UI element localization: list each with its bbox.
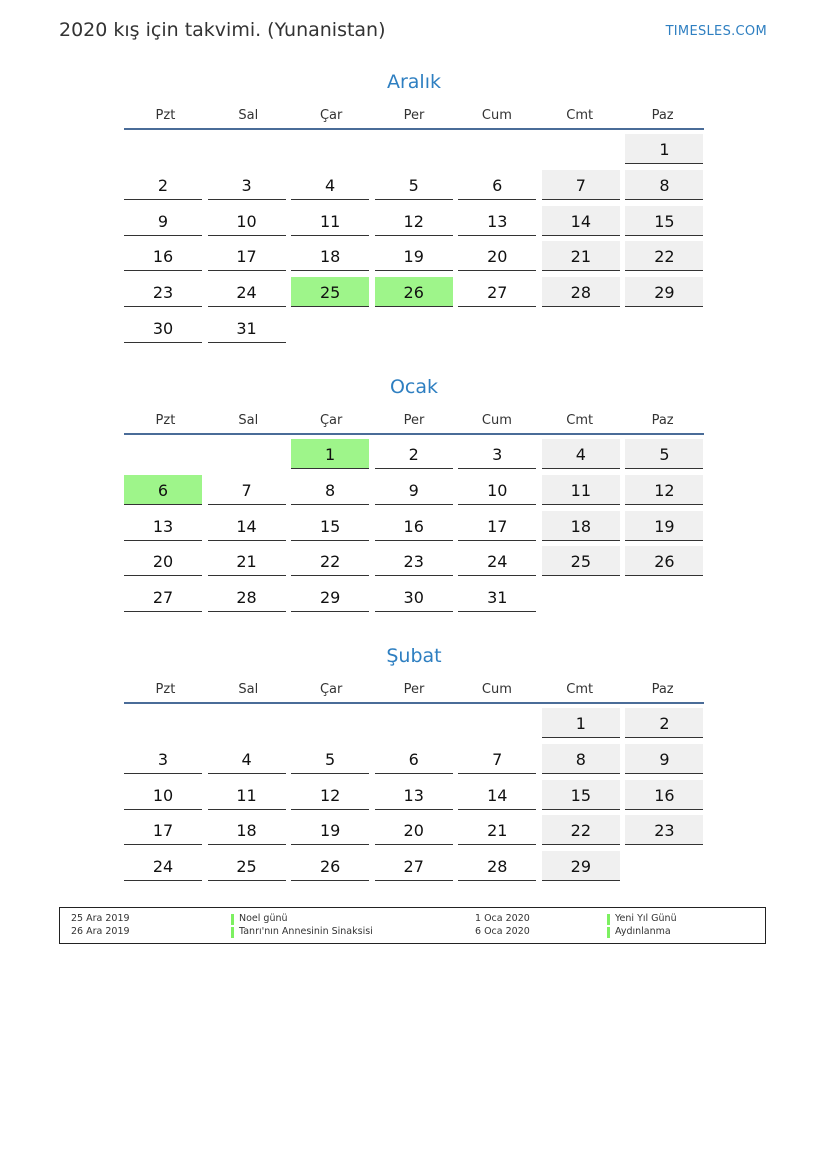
day-cell: 5 — [291, 744, 369, 774]
day-cell: 6 — [375, 744, 453, 774]
weekday-label: Per — [403, 681, 425, 697]
weekday-header — [124, 676, 704, 704]
weekday-label: Cmt — [566, 107, 594, 123]
day-cell: 26 — [625, 546, 703, 576]
holiday-marker — [607, 927, 610, 938]
day-cell: 16 — [625, 780, 703, 810]
day-cell: 7 — [542, 170, 620, 200]
day-cell: 11 — [208, 780, 286, 810]
day-cell: 18 — [542, 511, 620, 541]
weekday-label: Sal — [238, 681, 259, 697]
day-cell: 12 — [375, 206, 453, 236]
day-cell: 12 — [291, 780, 369, 810]
weekday-label: Cum — [481, 107, 512, 123]
weekday-label: Cum — [481, 412, 512, 428]
day-cell: 27 — [124, 582, 202, 612]
day-cell: 17 — [458, 511, 536, 541]
day-cell: 8 — [542, 744, 620, 774]
day-cell: 19 — [625, 511, 703, 541]
day-cell: 4 — [291, 170, 369, 200]
day-cell: 24 — [458, 546, 536, 576]
day-cell: 21 — [458, 815, 536, 845]
day-cell: 14 — [458, 780, 536, 810]
day-cell: 16 — [375, 511, 453, 541]
day-cell: 6 — [124, 475, 202, 505]
month-february — [124, 642, 704, 877]
day-cell: 16 — [124, 241, 202, 271]
day-cell: 31 — [208, 313, 286, 343]
day-cell: 15 — [291, 511, 369, 541]
weekday-label: Cmt — [566, 412, 594, 428]
day-cell: 13 — [124, 511, 202, 541]
day-cell: 10 — [208, 206, 286, 236]
month-title: Ocak — [389, 376, 439, 398]
day-cell: 28 — [542, 277, 620, 307]
day-cell: 1 — [625, 134, 703, 164]
weekday-label: Sal — [238, 412, 259, 428]
page-title: 2020 kış için takvimi. (Yunanistan) — [59, 19, 386, 41]
day-cell: 24 — [208, 277, 286, 307]
day-cell: 11 — [542, 475, 620, 505]
legend-holiday-name: Yeni Yıl Günü — [615, 913, 677, 924]
day-cell: 7 — [208, 475, 286, 505]
day-cell: 23 — [124, 277, 202, 307]
weekday-label: Çar — [319, 681, 343, 697]
day-cell: 7 — [458, 744, 536, 774]
legend-date: 1 Oca 2020 — [475, 913, 530, 924]
day-cell: 14 — [542, 206, 620, 236]
weekday-label: Per — [403, 107, 425, 123]
day-cell: 31 — [458, 582, 536, 612]
day-cell: 18 — [208, 815, 286, 845]
day-cell: 1 — [291, 439, 369, 469]
month-december — [124, 68, 704, 338]
day-cell: 25 — [208, 851, 286, 881]
day-cell: 2 — [625, 708, 703, 738]
day-cell: 15 — [542, 780, 620, 810]
holiday-marker — [231, 927, 234, 938]
day-cell: 21 — [542, 241, 620, 271]
day-cell: 26 — [291, 851, 369, 881]
brand-link[interactable]: TIMESLES.COM — [665, 24, 767, 39]
day-cell: 4 — [208, 744, 286, 774]
day-cell: 5 — [625, 439, 703, 469]
day-cell: 13 — [458, 206, 536, 236]
day-cell: 25 — [542, 546, 620, 576]
holiday-legend — [59, 907, 766, 944]
day-cell: 22 — [625, 241, 703, 271]
day-cell: 1 — [542, 708, 620, 738]
day-cell: 15 — [625, 206, 703, 236]
day-cell: 9 — [375, 475, 453, 505]
weekday-label: Paz — [651, 681, 674, 697]
day-cell: 20 — [458, 241, 536, 271]
day-cell: 2 — [124, 170, 202, 200]
day-cell: 12 — [625, 475, 703, 505]
day-cell: 2 — [375, 439, 453, 469]
weekday-label: Çar — [319, 107, 343, 123]
weekday-label: Paz — [651, 412, 674, 428]
weekday-label: Çar — [319, 412, 343, 428]
day-cell: 29 — [542, 851, 620, 881]
weekday-label: Pzt — [155, 681, 176, 697]
day-cell: 19 — [375, 241, 453, 271]
legend-holiday-name: Noel günü — [239, 913, 288, 924]
weekday-label: Paz — [651, 107, 674, 123]
weekday-label: Cum — [481, 681, 512, 697]
day-cell: 23 — [375, 546, 453, 576]
day-cell: 28 — [458, 851, 536, 881]
day-cell: 30 — [124, 313, 202, 343]
day-cell: 30 — [375, 582, 453, 612]
day-cell: 14 — [208, 511, 286, 541]
day-cell: 8 — [625, 170, 703, 200]
legend-holiday-name: Tanrı'nın Annesinin Sinaksisi — [239, 926, 373, 937]
month-title: Şubat — [386, 645, 442, 667]
holiday-marker — [231, 914, 234, 925]
day-cell: 25 — [291, 277, 369, 307]
legend-holiday-name: Aydınlanma — [615, 926, 671, 937]
holiday-marker — [607, 914, 610, 925]
day-cell: 22 — [291, 546, 369, 576]
day-cell: 8 — [291, 475, 369, 505]
day-cell: 17 — [124, 815, 202, 845]
weekday-header — [124, 407, 704, 435]
day-cell: 21 — [208, 546, 286, 576]
day-cell: 22 — [542, 815, 620, 845]
day-cell: 29 — [291, 582, 369, 612]
day-cell: 27 — [375, 851, 453, 881]
day-cell: 9 — [625, 744, 703, 774]
day-cell: 23 — [625, 815, 703, 845]
day-cell: 10 — [458, 475, 536, 505]
day-cell: 20 — [375, 815, 453, 845]
day-cell: 5 — [375, 170, 453, 200]
legend-date: 25 Ara 2019 — [71, 913, 130, 924]
day-cell: 26 — [375, 277, 453, 307]
weekday-header — [124, 102, 704, 130]
month-january — [124, 373, 704, 608]
day-cell: 28 — [208, 582, 286, 612]
weekday-label: Pzt — [155, 412, 176, 428]
day-cell: 3 — [124, 744, 202, 774]
legend-date: 6 Oca 2020 — [475, 926, 530, 937]
weekday-label: Pzt — [155, 107, 176, 123]
day-cell: 19 — [291, 815, 369, 845]
day-cell: 20 — [124, 546, 202, 576]
day-cell: 13 — [375, 780, 453, 810]
day-cell: 10 — [124, 780, 202, 810]
day-cell: 29 — [625, 277, 703, 307]
day-cell: 11 — [291, 206, 369, 236]
day-cell: 27 — [458, 277, 536, 307]
month-title: Aralık — [386, 71, 441, 93]
day-cell: 6 — [458, 170, 536, 200]
day-cell: 3 — [208, 170, 286, 200]
day-cell: 9 — [124, 206, 202, 236]
day-cell: 3 — [458, 439, 536, 469]
weekday-label: Per — [403, 412, 425, 428]
weekday-label: Sal — [238, 107, 259, 123]
day-cell: 4 — [542, 439, 620, 469]
legend-date: 26 Ara 2019 — [71, 926, 130, 937]
day-cell: 18 — [291, 241, 369, 271]
day-cell: 24 — [124, 851, 202, 881]
weekday-label: Cmt — [566, 681, 594, 697]
day-cell: 17 — [208, 241, 286, 271]
